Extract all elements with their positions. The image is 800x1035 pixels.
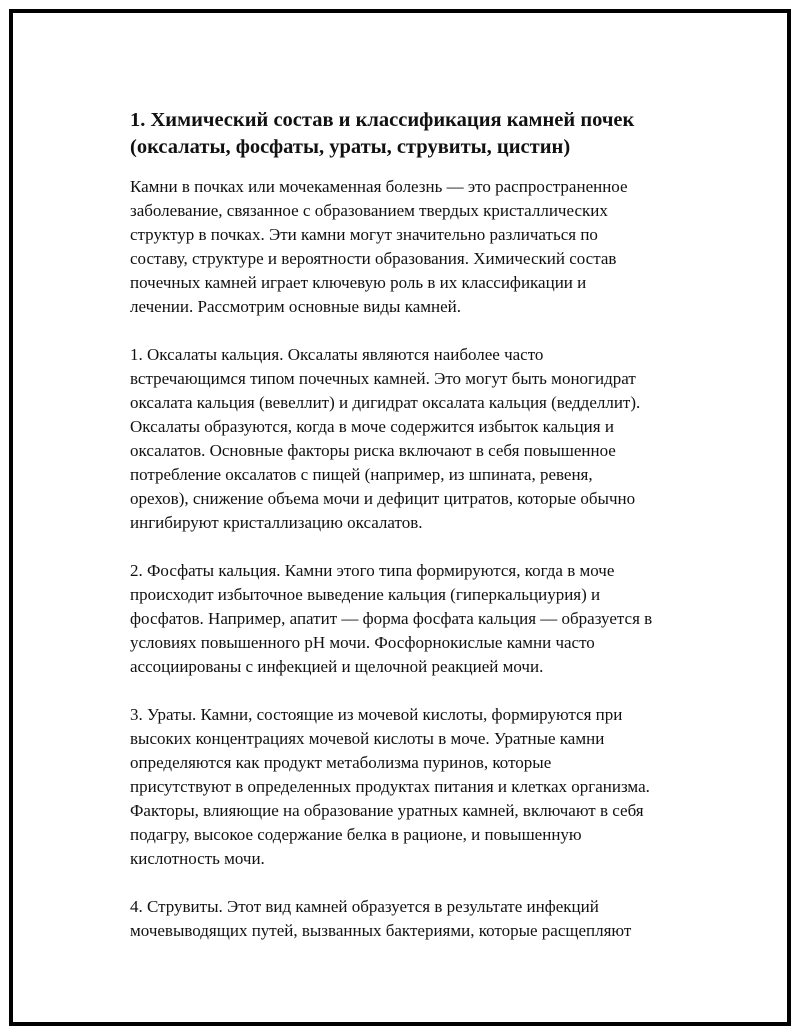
page-frame [9,9,791,1026]
urates-paragraph: 3. Ураты. Камни, состоящие из мочевой кислоты, формируются при высоких концентрациях мочевой кислоты в моче. Уратные камни определяются как продукт метаболизма пуринов, которые присутствуют в определенных продуктах питания и клетках организма. Факторы, влияющие на образование уратных камней, включают в себя подагру, высокое содержание белка в рационе, и повышенную кислотность мочи. [130,705,650,868]
phosphates-paragraph: 2. Фосфаты кальция. Камни этого типа формируются, когда в моче происходит избыточное выведение кальция (гиперкальциурия) и фосфатов. Например, апатит — форма фосфата кальция — образуется в условиях повышенного pH мочи. Фосфорнокислые камни часто ассоциированы с инфекцией и щелочной реакцией мочи. [130,561,653,676]
page-title: 1. Химический состав и классификация камней почек (оксалаты, фосфаты, ураты, струвиты, цистин) [130,109,635,158]
document-body [130,107,705,967]
intro-paragraph: Камни в почках или мочекаменная болезнь — это распространенное заболевание, связанное с образованием твердых кристаллических структур в почках. Эти камни могут значительно различаться по составу, структуре и вероятности образования. Химический состав почечных камней играет ключевую роль в их классификации и лечении. Рассмотрим основные виды камней. [130,177,628,316]
struvites-paragraph: 4. Струвиты. Этот вид камней образуется в результате инфекций мочевыводящих путей, вызванных бактериями, которые расщепляют [130,897,632,940]
oxalates-paragraph: 1. Оксалаты кальция. Оксалаты являются наиболее часто встречающимся типом почечных камней. Это могут быть моногидрат оксалата кальция (вевеллит) и дигидрат оксалата кальция (ведделлит). Оксалаты образуются, когда в моче содержится избыток кальция и оксалатов. Основные факторы риска включают в себя повышенное потребление оксалатов с пищей (например, из шпината, ревеня, орехов), снижение объема мочи и дефицит цитратов, которые обычно ингибируют кристаллизацию оксалатов. [130,345,641,532]
